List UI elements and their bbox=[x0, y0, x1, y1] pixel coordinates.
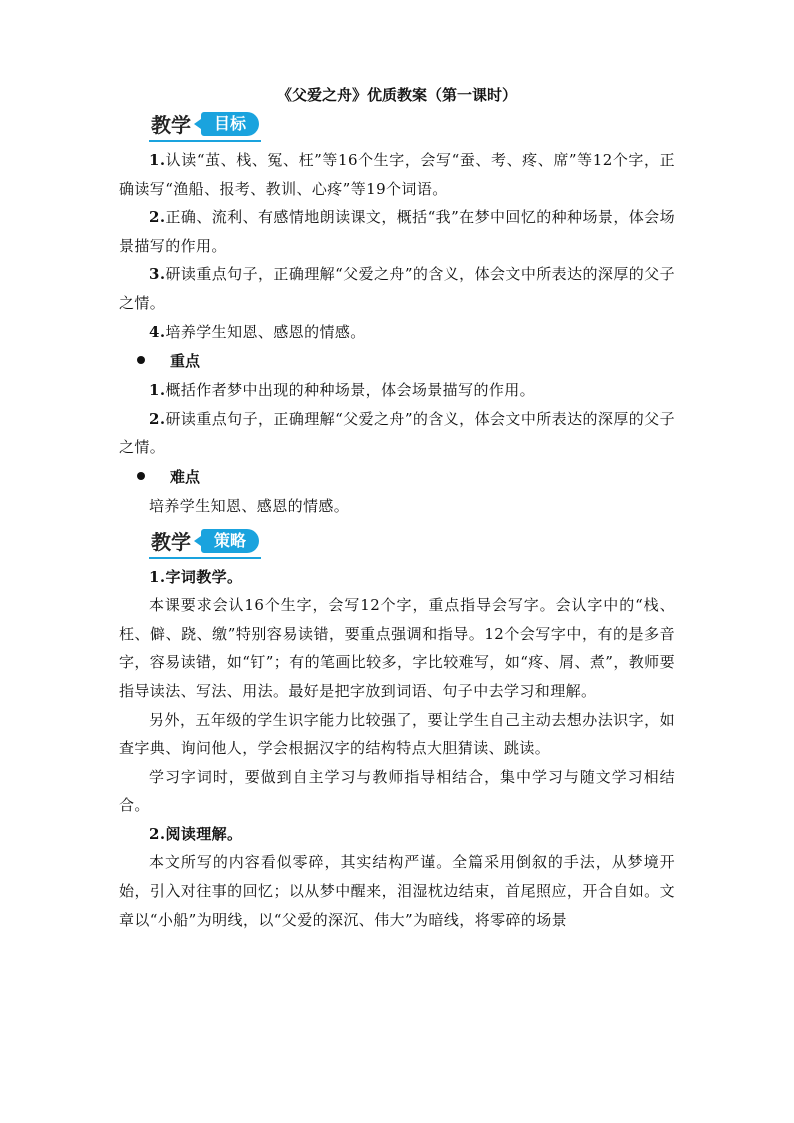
section-header-text: 教学 bbox=[151, 529, 191, 554]
goal-number: 2. bbox=[149, 208, 166, 227]
goal-text: 研读重点句子，正确理解“父爱之舟”的含义，体会文中所表达的深厚的父子之情。 bbox=[119, 265, 675, 312]
section-underline bbox=[149, 557, 261, 559]
bullet-icon bbox=[137, 356, 145, 364]
goal-number: 1. bbox=[149, 151, 166, 169]
section-header-goals bbox=[149, 110, 675, 144]
strategy-paragraph: 本课要求会认16个生字，会写12个字，重点指导会写字。会认字中的“栈、枉、僻、跷、缴”特别容易读错，要重点强调和指导。12个会写字中，有的是多音字，容易读错，如“钉”；有的笔画比较多，字比较难写，如“疼、屑、煮”，教师要指导读法、写法、用法。最好是把字放到词语、句子中去学习和理解。 bbox=[119, 596, 675, 700]
difficulties-text: 培养学生知恩、感恩的情感。 bbox=[149, 496, 350, 515]
section-badge-goals: 目标 bbox=[201, 112, 259, 136]
goal-text: 培养学生知恩、感恩的情感。 bbox=[165, 322, 366, 341]
bullet-icon bbox=[137, 472, 145, 480]
document-body bbox=[119, 84, 675, 934]
key-point-text: 研读重点句子，正确理解“父爱之舟”的含义，体会文中所表达的深厚的父子之情。 bbox=[119, 409, 675, 457]
key-point-item-2 bbox=[119, 405, 675, 462]
strategy-paragraph: 另外，五年级的学生识字能力比较强了，要让学生自己主动去想办法识字，如查字典、询问他人，学会根据汉字的结构特点大胆猜读、跳读。 bbox=[119, 710, 675, 758]
section-badge-strategy: 策略 bbox=[201, 529, 259, 553]
key-points-label: 重点 bbox=[170, 352, 201, 371]
strategy-heading-2: 2.阅读理解。 bbox=[149, 824, 243, 843]
goal-item-2 bbox=[119, 203, 675, 260]
goal-item-1 bbox=[119, 146, 675, 203]
key-points-heading bbox=[119, 346, 675, 376]
section-header-strategy bbox=[149, 527, 675, 561]
key-point-text: 概括作者梦中出现的种种场景，体会场景描写的作用。 bbox=[165, 381, 536, 400]
goal-item-4 bbox=[119, 318, 675, 347]
strategy-paragraph: 学习字词时，要做到自主学习与教师指导相结合，集中学习与随文学习相结合。 bbox=[119, 767, 675, 815]
section-underline bbox=[149, 140, 261, 142]
difficulties-heading bbox=[119, 462, 675, 492]
section-header-text: 教学 bbox=[151, 113, 191, 137]
strategy-paragraph: 本文所写的内容看似零碎，其实结构严谨。全篇采用倒叙的手法，从梦境开始，引入对往事的回忆；以从梦中醒来，泪湿枕边结束，首尾照应，开合自如。文章以“小船”为明线，以“父爱的深沉、伟大”为暗线，将零碎的场景 bbox=[119, 853, 675, 929]
goal-number: 4. bbox=[149, 322, 166, 341]
strategy-heading-1: 1.字词教学。 bbox=[149, 567, 243, 586]
document-title: 《父爱之舟》优质教案（第一课时） bbox=[276, 86, 517, 104]
goal-number: 3. bbox=[149, 265, 166, 284]
key-point-number: 2. bbox=[149, 409, 166, 428]
goal-item-3 bbox=[119, 260, 675, 317]
difficulties-label: 难点 bbox=[170, 467, 201, 486]
key-point-item-1 bbox=[119, 376, 675, 405]
goal-text: 正确、流利、有感情地朗读课文，概括“我”在梦中回忆的种种场景，体会场景描写的作用。 bbox=[119, 208, 675, 255]
goal-text: 认读“茧、栈、冤、枉”等16个生字，会写“蚕、考、疼、席”等12个字，正确读写“渔船、报考、教训、心疼”等19个词语。 bbox=[119, 151, 675, 198]
key-point-number: 1. bbox=[149, 381, 166, 400]
